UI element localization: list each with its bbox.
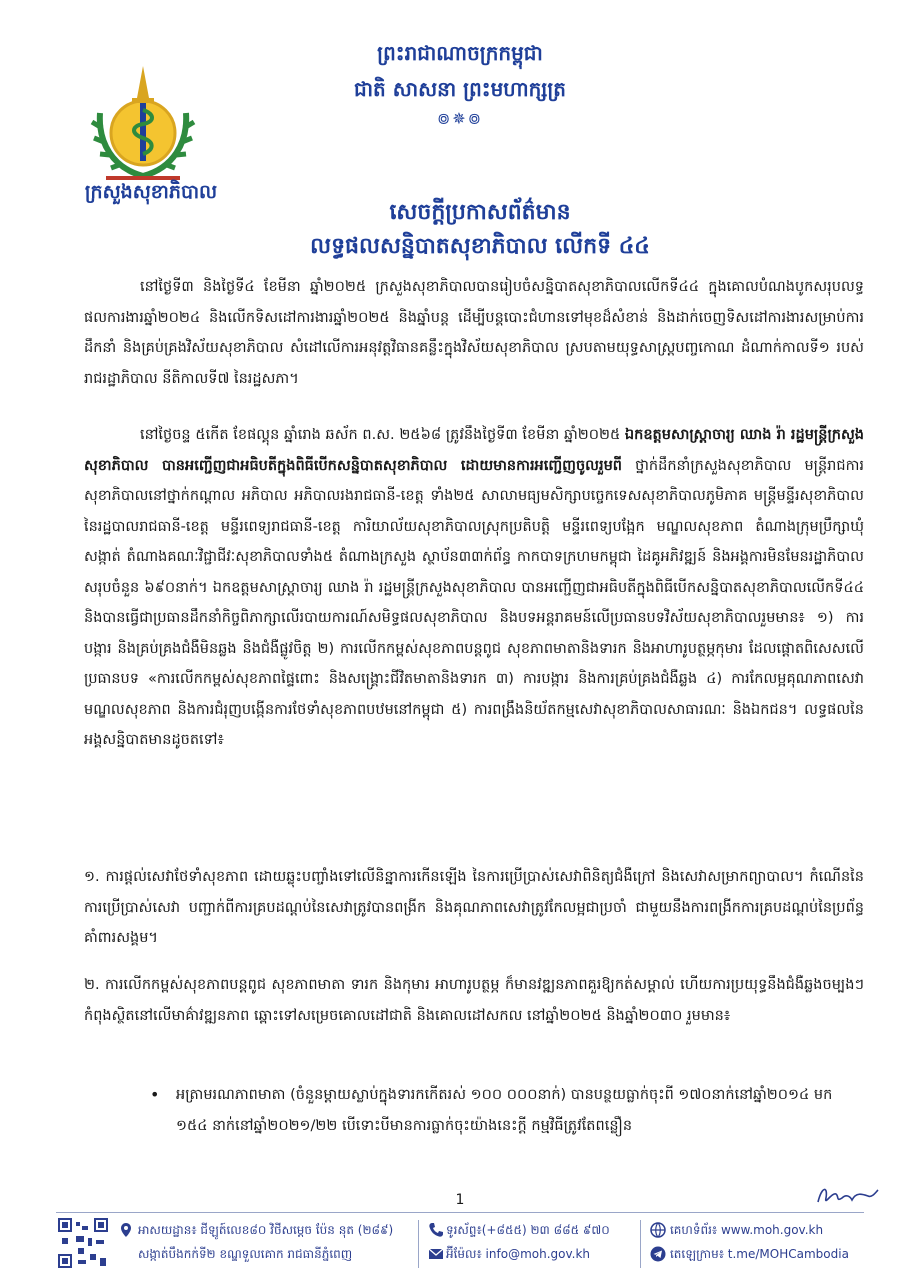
paragraph-1: នៅថ្ងៃទី៣ និងថ្ងៃទី៤ ខែមីនា ឆ្នាំ២០២៥ ក្រសួងសុខាភិបាលបានរៀបចំសន្និបាតសុខាភិបាលលើកទី៤៤ ក្នុងគោលបំណងបូកសរុបលទ្ធផលការងារឆ្នាំ២០២៤ និងលើកទិសដៅការងារឆ្នាំ២០២៥ និងឆ្នាំបន្ត ដើម្បីបន្តបោះជំហានទៅមុខដ៏សំខាន់ និងដាក់ចេញទិសដៅការងារសម្រាប់ការដឹកនាំ និងគ្រប់គ្រងវិស័យសុខាភិបាល សំដៅលើការអនុវត្តវិធានគន្លឹះក្នុងវិស័យសុខាភិបាល ស្របតាមយុទ្ធសាស្ត្របញ្ចកោណ ដំណាក់កាលទី១ របស់រាជរដ្ឋាភិបាល នីតិកាលទី៧ នៃរដ្ឋសភា។ xyxy=(84,279,864,387)
result-item-1: ១. ការផ្តល់សេវាថែទាំសុខភាព ដោយឆ្លុះបញ្ចាំងទៅលើនិន្នាការកើនឡើង នៃការប្រើប្រាស់សេវាពិនិត្យជំងឺក្រៅ និងសេវាសម្រាកព្យាបាល។ កំណើននៃការប្រើប្រាស់សេវា បញ្ជាក់ពីការគ្របដណ្តប់នៃសេវាត្រូវបានពង្រីក និងគុណភាពសេវាត្រូវកែលម្អជាប្រចាំ ជាមួយនឹងការពង្រីកការគ្របដណ្តប់នៃប្រព័ន្ធគាំពារសង្គម។ xyxy=(84,869,864,946)
ministry-logo xyxy=(88,58,198,186)
national-motto: ជាតិ សាសនា ព្រះមហាក្សត្រ xyxy=(354,77,566,101)
footer-telegram[interactable]: តេឡេក្រាម៖ t.me/MOHCambodia xyxy=(670,1247,849,1261)
bullet-icon: • xyxy=(150,1085,160,1104)
kingdom-title: ព្រះរាជាណាចក្រកម្ពុជា xyxy=(377,41,543,65)
ministry-name: ក្រសួងសុខាភិបាល xyxy=(84,181,218,203)
paragraph-2 xyxy=(84,420,864,756)
qr-code-icon xyxy=(58,1218,108,1268)
footer-phone: ទូរស័ព្ទ៖(+៨៥៥) ២៣ ៨៨៥ ៩៧០ xyxy=(446,1223,610,1237)
website-icon xyxy=(650,1222,666,1238)
telegram-icon xyxy=(650,1246,666,1262)
bullet-item-1: អត្រាមរណភាពមាតា (ចំនួនម្តាយស្លាប់ក្នុងទារកកើតរស់ ១០០ ០០០នាក់) បានបន្ថយធ្លាក់ចុះពី ១៧០នាក់នៅឆ្នាំ២០១៤ មក ១៥៤ នាក់នៅឆ្នាំ២០២១/២២ បើទោះបីមានការធ្លាក់ចុះយ៉ាងនេះក្តី កម្មវិធីត្រូវតែពន្លឿន xyxy=(176,1087,833,1134)
footer-website[interactable]: គេហទំព័រ៖ www.moh.gov.kh xyxy=(670,1223,824,1237)
email-icon xyxy=(428,1246,444,1262)
paragraph-2-intro: នៅថ្ងៃចន្ទ ៥កើត ខែផល្គុន ឆ្នាំរោង ឆស័ក ព.ស. ២៥៦៨ ត្រូវនឹងថ្ងៃទី៣ ខែមីនា ឆ្នាំ២០២៥ xyxy=(140,427,625,443)
paragraph-2-bold: ឯកឧត្តមសាស្ត្រាចារ្យ ឈាង រ៉ា រដ្ឋមន្ត្រីក្រសួងសុខាភិបាល បានអញ្ជើញជាអធិបតីក្នុងពិធីបើកសន្និបាតសុខាភិបាល ដោយមានការអញ្ជើញចូលរួមពី xyxy=(84,427,864,474)
phone-icon xyxy=(428,1222,444,1238)
footer-email[interactable]: អ៊ីម៉ែល៖ info@moh.gov.kh xyxy=(446,1247,591,1261)
result-item-2: ២. ការលើកកម្ពស់សុខភាពបន្តពូជ សុខភាពមាតា ទារក និងកុមារ អាហារូបត្ថម្ភ ក៏មានវឌ្ឍនភាពគួរឱ្យកត់សម្គាល់ ហើយការប្រយុទ្ធនឹងជំងឺឆ្លងចម្បងៗ កំពុងស្ថិតនៅលើមាគ៌ាវឌ្ឍនភាព ឆ្ពោះទៅសម្រេចគោលដៅជាតិ និងគោលដៅសកល នៅឆ្នាំ២០២៥ និងឆ្នាំ២០៣០ រួមមាន៖ xyxy=(84,977,864,1024)
footer-address-line1: អាសយដ្ឋាន៖ ជីឡូត៍លេខ៨០ វិថីសម្តេច ប៉ែន នុត (២៨៩) xyxy=(138,1223,394,1237)
page-number: 1 xyxy=(455,1192,465,1208)
paragraph-2-rest: ថ្នាក់ដឹកនាំក្រសួងសុខាភិបាល មន្ត្រីរាជការសុខាភិបាលនៅថ្នាក់កណ្តាល អភិបាល អភិបាលរងរាជធានី-ខេត្ត ទាំង២៥ សាលាមធ្យមសិក្សាបច្ចេកទេសសុខាភិបាលភូមិភាគ មន្ត្រីមន្ទីរសុខាភិបាលនៃរដ្ឋបាលរាជធានី-ខេត្ត មន្ទីរពេទ្យរាជធានី-ខេត្ត ការិយាល័យសុខាភិបាលស្រុកប្រតិបត្តិ មន្ទីរពេទ្យបង្អែក មណ្ឌលសុខភាព តំណាងក្រុមប្រឹក្សាឃុំសង្កាត់ តំណាងគណៈវិជ្ជាជីវៈសុខាភិបាលទាំង៥ តំណាងក្រសួង ស្ថាប័ន៣៣ក់ព័ន្ធ កាកបាទក្រហមកម្ពុជា ដៃគូអភិវឌ្ឍន៍ និងអង្គការមិនមែនរដ្ឋាភិបាល សរុបចំនួន ៦៩០នាក់។ ឯកឧត្តមសាស្ត្រាចារ្យ ឈាង រ៉ា រដ្ឋមន្ត្រីក្រសួងសុខាភិបាល បានអញ្ជើញជាអធិបតីក្នុងពិធីបើកសន្និបាតសុខាភិបាលលើកទី៤៤ និងបានធ្វើជាប្រធានដឹកនាំកិច្ចពិភាក្សាលើរបាយការណ៍សមិទ្ធផលសុខាភិបាល និងបទអន្តរាគមន៍លើប្រធានបទវិស័យសុខាភិបាលរួមមាន៖ ១) ការបង្ការ និងគ្រប់គ្រងជំងឺមិនឆ្លង និងជំងឺផ្លូវចិត្ត ២) ការលើកកម្ពស់សុខភាពបន្តពូជ សុខភាពមាតានិងទារក និងអាហារូបត្ថម្ភកុមារ ដែលផ្តោតពិសេសលើប្រធានបទ «ការលើកកម្ពស់សុខភាពផ្ទៃពោះ និងសង្គ្រោះជីវិតមាតានិងទារក ៣) ការបង្ការ និងការគ្រប់គ្រងជំងឺឆ្លង ៤) ការកែលម្អគុណភាពសេវាមណ្ឌលសុខភាព និងការជំរុញបង្កើនការថែទាំសុខភាពបឋមនៅកម្ពុជា ៥) ការពង្រឹងនិយ័តកម្មសេវាសុខាភិបាលសាធារណៈ និងឯកជន។ លទ្ធផលនៃអង្គសន្និបាតមានដូចតទៅ៖ xyxy=(84,457,864,748)
footer-divider xyxy=(56,1212,864,1213)
footer-separator xyxy=(640,1220,641,1268)
initials-signature xyxy=(812,1180,882,1210)
footer-separator xyxy=(418,1220,419,1268)
location-icon xyxy=(118,1222,134,1238)
document-title: សេចក្តីប្រកាសព័ត៌មាន xyxy=(389,199,571,225)
document-subtitle: លទ្ធផលសន្និបាតសុខាភិបាល លើកទី ៤៤ xyxy=(310,233,650,259)
header-ornament: ៙✵៙ xyxy=(437,109,483,128)
footer-address-line2: សង្កាត់បឹងកក់ទី២ ខណ្ឌទួលគោក រាជធានីភ្នំពេញ xyxy=(138,1247,353,1261)
